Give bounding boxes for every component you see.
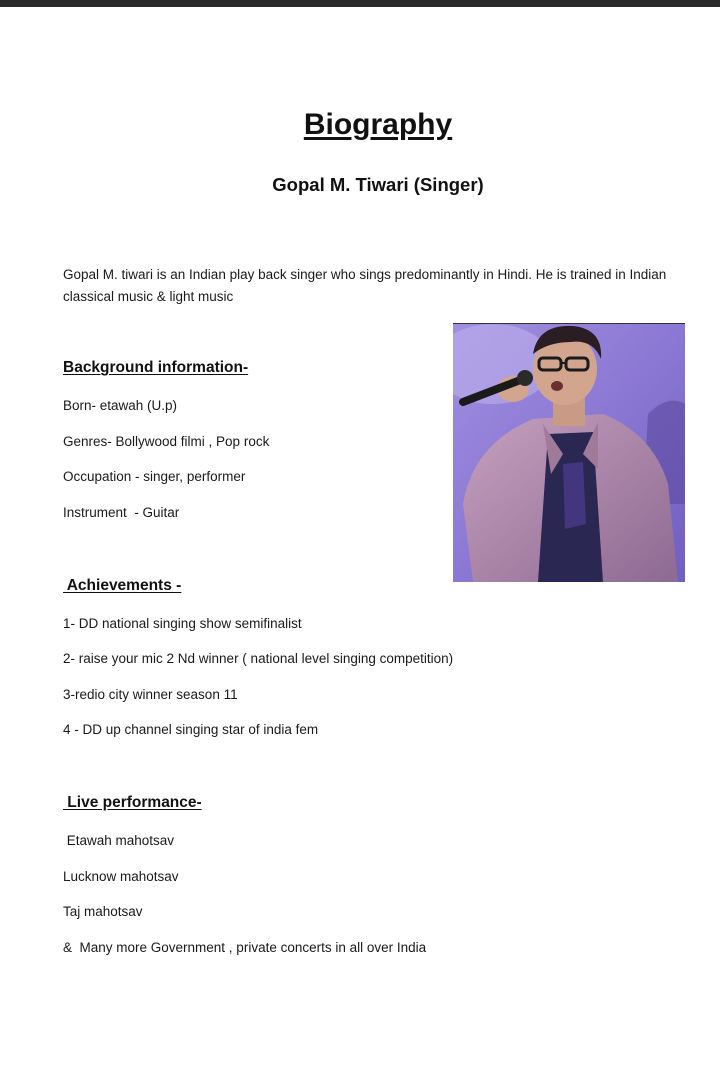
background-heading: Background information- bbox=[63, 359, 249, 376]
performance-item: & Many more Government , private concerts in all over India bbox=[63, 940, 427, 955]
performance-item: Taj mahotsav bbox=[63, 904, 143, 919]
achievement-item: 1- DD national singing show semifinalist bbox=[63, 616, 302, 631]
page-title: Biography bbox=[303, 108, 453, 141]
background-item: Born- etawah (U.p) bbox=[63, 398, 178, 413]
background-item: Genres- Bollywood filmi , Pop rock bbox=[63, 434, 270, 449]
background-item: Occupation - singer, performer bbox=[63, 469, 246, 484]
intro-paragraph: Gopal M. tiwari is an Indian play back singer who sings predominantly in Hindi. He is trained in Indian classical music & light music bbox=[63, 267, 667, 304]
background-item: Instrument - Guitar bbox=[63, 505, 180, 520]
performance-item: Lucknow mahotsav bbox=[63, 869, 179, 884]
top-border bbox=[0, 0, 720, 7]
achievement-item: 3-redio city winner season 11 bbox=[63, 687, 238, 702]
achievement-item: 4 - DD up channel singing star of india fem bbox=[63, 722, 319, 737]
live-performance-heading: Live performance- bbox=[63, 794, 202, 811]
page-subtitle: Gopal M. Tiwari (Singer) bbox=[272, 174, 484, 195]
achievement-item: 2- raise your mic 2 Nd winner ( national level singing competition) bbox=[63, 651, 454, 666]
singer-photo bbox=[453, 323, 685, 582]
performance-item: Etawah mahotsav bbox=[63, 833, 175, 848]
achievements-heading: Achievements - bbox=[63, 577, 182, 594]
